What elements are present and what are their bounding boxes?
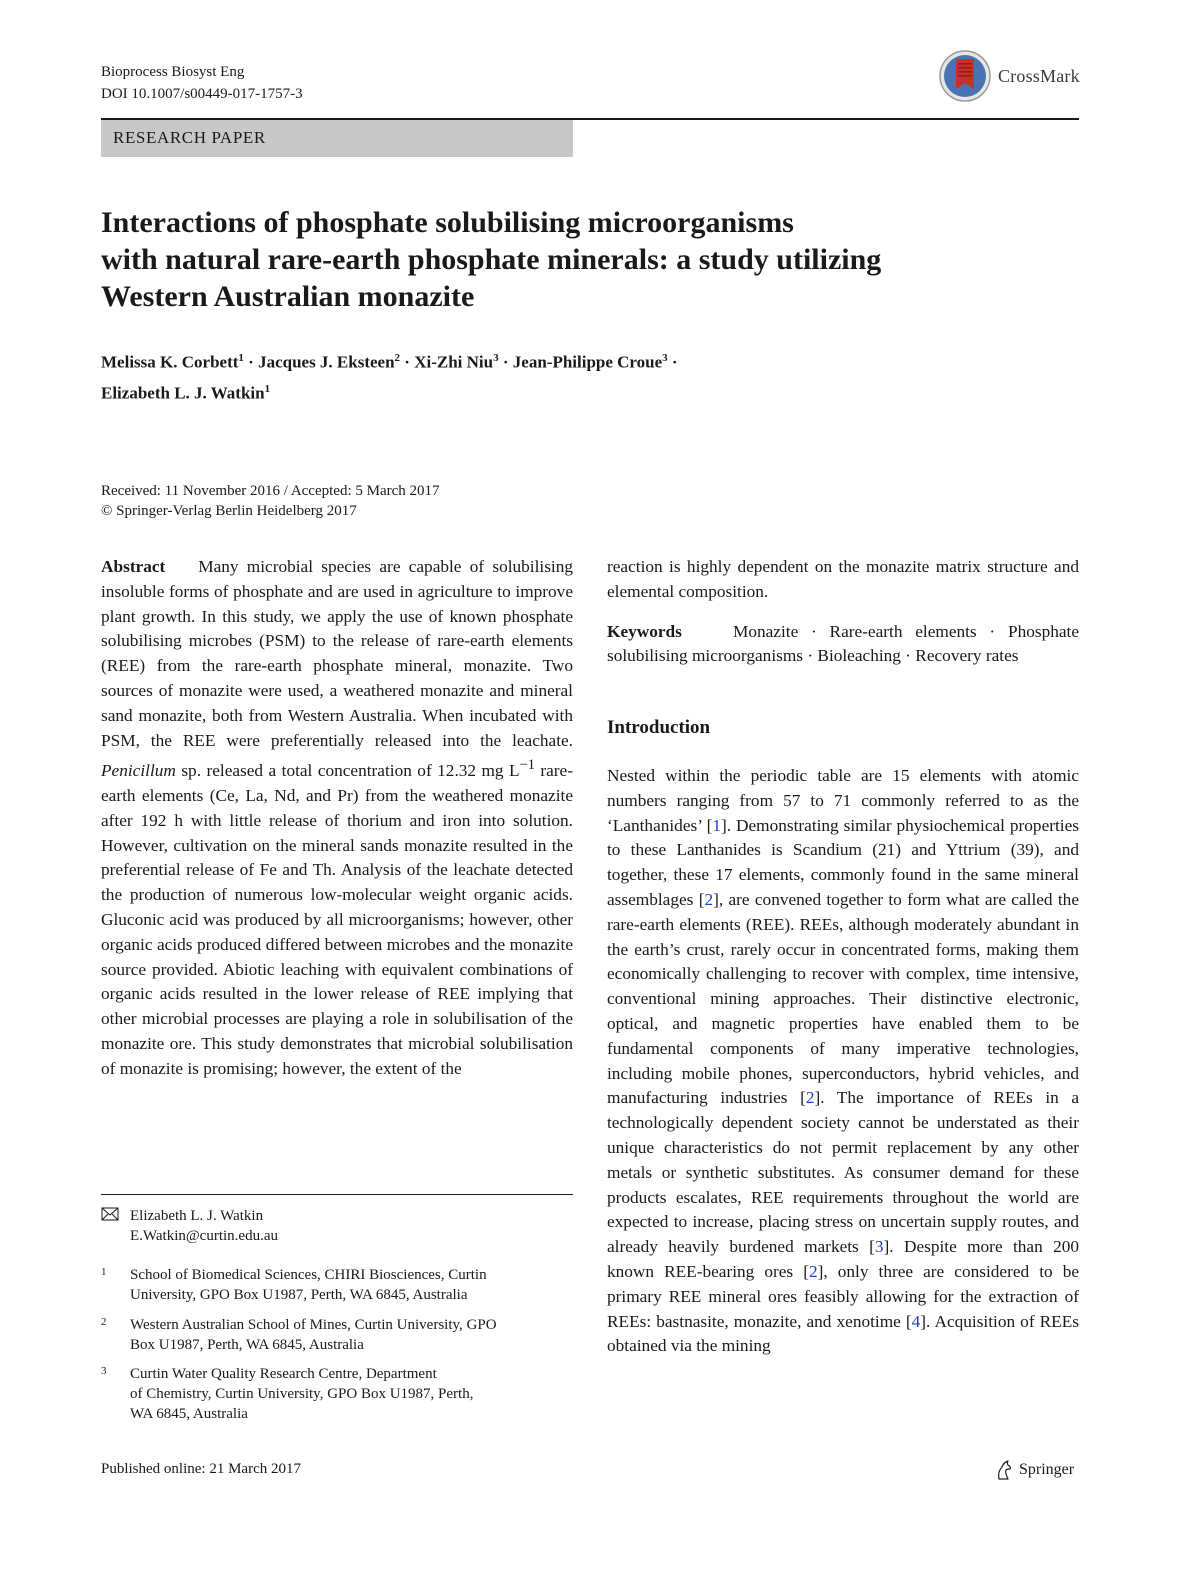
footnote-rule (101, 1194, 573, 1195)
author-separator: · (404, 352, 410, 372)
received-accepted-dates: Received: 11 November 2016 / Accepted: 5 March 2017 (101, 483, 440, 499)
intro-text: ], only three are considered to be primary REE mineral ores feasibly allowing for the extraction of REEs: bastnasite, monazite, and xenotime [ (607, 1261, 1080, 1331)
paper-title (101, 204, 1001, 315)
envelope-icon (101, 1207, 119, 1221)
citation-link[interactable]: 3 (874, 1237, 884, 1257)
affiliation-line: of Chemistry, Curtin University, GPO Box U1987, Perth, (130, 1386, 474, 1402)
abstract-species: Penicillum (101, 761, 176, 781)
affiliation-line: Box U1987, Perth, WA 6845, Australia (130, 1337, 364, 1353)
corresponding-author-email[interactable]: E.Watkin@curtin.edu.au (130, 1228, 278, 1244)
abstract-paragraph (101, 555, 573, 1082)
author-affiliation-mark: 1 (238, 352, 244, 364)
corresponding-author-name: Elizabeth L. J. Watkin (130, 1208, 264, 1224)
author-list (101, 345, 1001, 406)
crossmark-badge[interactable] (938, 46, 1080, 106)
citation-link[interactable]: 4 (911, 1311, 921, 1331)
paper-type-label: RESEARCH PAPER (113, 128, 266, 147)
paper-type-banner (101, 120, 573, 157)
keywords-label: Keywords (607, 621, 682, 641)
citation-link[interactable]: 1 (712, 815, 721, 835)
affiliation-line: WA 6845, Australia (130, 1406, 248, 1422)
title-line: Western Australian monazite (101, 280, 475, 313)
author-name[interactable]: Elizabeth L. J. Watkin (101, 383, 265, 403)
author-separator: · (502, 352, 509, 372)
affiliation-line: University, GPO Box U1987, Perth, WA 6845, Australia (130, 1287, 468, 1303)
section-heading-introduction: Introduction (607, 717, 711, 739)
springer-horse-icon (995, 1459, 1013, 1481)
crossmark-icon (938, 49, 992, 103)
right-column (607, 555, 1079, 1359)
intro-text: ]. Acquisition of REEs obtained via the mining (607, 1311, 1080, 1356)
title-line: Interactions of phosphate solubilising microorganisms (101, 206, 794, 239)
author-affiliation-mark: 3 (662, 352, 668, 364)
intro-text: ]. Demonstrating similar physiochemical properties to these Lanthanides is Scandium (21) and Yttrium (39), and together, these 17 elements, commonly found in the same mineral assemblages [ (607, 815, 1079, 909)
abstract-text: Many microbial species are capable of solubilising insoluble forms of phosphate and are used in agriculture to improve plant growth. In this study, we apply the use of known phosphate solubilising microbes (PSM) to the release of rare-earth elements (REE) from the rare-earth phosphate mineral, monazite. Two sources of monazite were used, a weathered monazite and mineral sand monazite, both from Western Australia. When incubated with PSM, the REE were preferentially released into the leachate. (101, 557, 574, 750)
introduction-paragraph (607, 764, 1079, 1359)
publisher-logo (995, 1458, 1074, 1482)
keywords (607, 620, 1079, 670)
author-separator: · (248, 352, 254, 372)
citation-link[interactable]: 2 (808, 1261, 818, 1281)
intro-text: ]. Despite more than 200 known REE-bearing ores [ (607, 1237, 1079, 1281)
copyright-notice: © Springer-Verlag Berlin Heidelberg 2017 (101, 503, 357, 519)
author-name[interactable]: Xi-Zhi Niu (414, 352, 494, 372)
abstract-continuation: reaction is highly dependent on the monazite matrix structure and elemental composition. (607, 557, 1079, 601)
affiliation-line: Western Australian School of Mines, Curtin University, GPO (130, 1317, 497, 1333)
affiliation-number: 2 (101, 1316, 107, 1328)
author-affiliation-mark: 2 (394, 352, 401, 364)
affiliation-line: Curtin Water Quality Research Centre, Department (130, 1366, 437, 1382)
journal-name: Bioprocess Biosyst Eng (101, 64, 245, 80)
author-separator: · (671, 352, 678, 372)
author-affiliation-mark: 3 (493, 352, 499, 364)
author-name[interactable]: Jean-Philippe Croue (512, 352, 663, 372)
author-affiliation-mark: 1 (264, 382, 271, 395)
author-name[interactable]: Melissa K. Corbett (101, 352, 239, 372)
citation-link[interactable]: 2 (704, 889, 714, 909)
citation-link[interactable]: 2 (805, 1088, 815, 1108)
publisher-name: Springer (1019, 1461, 1075, 1478)
intro-text: ], are convened together to form what are called the rare-earth elements (REE). REEs, although moderately abundant in the earth’s crust, rarely occur in concentrated forms, making them economically challenging to recover with complex, time intensive, conventional mining approaches. Their distinctive electronic, optical, and magnetic properties have enabled them to be fundamental components of many imperative technologies, including mobile phones, superconductors, hybrid vehicles, and manufacturing industries [ (607, 889, 1079, 1108)
published-online-date: Published online: 21 March 2017 (101, 1461, 301, 1477)
abstract-text: sp. released a total concentration of 12.32 mg L (181, 761, 520, 781)
article-dates (101, 481, 701, 521)
doi[interactable]: DOI 10.1007/s00449-017-1757-3 (101, 86, 303, 102)
keywords-text: Monazite · Rare-earth elements · Phosphate solubilising microorganisms · Bioleaching · Recovery rates (607, 621, 1079, 666)
intro-text: Nested within the periodic table are 15 elements with atomic numbers ranging from 57 to 71 commonly referred to as the ‘Lanthanides’ [ (607, 765, 1079, 835)
affiliation-number: 1 (101, 1266, 107, 1278)
affiliation-number: 3 (101, 1365, 107, 1377)
crossmark-label: CrossMark (998, 65, 1080, 86)
title-line: with natural rare-earth phosphate minerals: a study utilizing (101, 243, 882, 276)
abstract-label: Abstract (101, 557, 166, 576)
abstract-unit-exponent: −1 (519, 757, 535, 774)
affiliation-line: School of Biomedical Sciences, CHIRI Biosciences, Curtin (130, 1267, 487, 1283)
author-name[interactable]: Jacques J. Eksteen (258, 352, 395, 372)
intro-text: ]. The importance of REEs in a technologically dependent society cannot be understated as their unique characteristics do not permit replacement by any other metals or synthetic substitutes. As consumer demand for these products escalates, REE requirements throughout the world are expected to increase, placing stress on uncertain supply routes, and already heavily burdened markets [ (607, 1088, 1079, 1257)
abstract-column (101, 555, 573, 1082)
abstract-text: rare-earth elements (Ce, La, Nd, and Pr) from the weathered monazite after 192 h with little release of thorium and iron into solution. However, cultivation on the mineral sands monazite resulted in the preferential release of Fe and Th. Analysis of the leachate detected the production of numerous low-molecular weight organic acids. Gluconic acid was produced by all microorganisms; however, other organic acids produced differed between microbes and the monazite source provided. Abiotic leaching with equivalent combinations of organic acids resulted in the lower release of REE implying that other microbial processes are playing a role in solubilisation of the monazite ore. This study demonstrates that microbial solubilisation of monazite is promising; however, the extent of the (101, 761, 573, 1078)
